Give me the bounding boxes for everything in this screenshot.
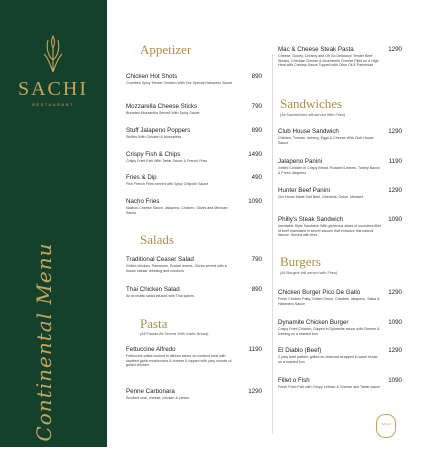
item-price: 890 [251,73,262,80]
item-name: Fettuccine Alfredo [126,346,176,353]
item-price: 790 [251,256,262,263]
item-description: Chicken, Tomato, Iceberg, Eggs & Cheese With Club House Sauce [278,136,374,145]
plant-logo-icon [38,34,68,74]
item-price: 1190 [388,158,402,165]
item-description: Fettuccine pasta cooked in alfredo sauce on medium heat with sautéed garlic mushrooms & cheese & topped with juicy chunks of grilled chicken [126,354,232,368]
item-description: Fresh Chicken Patty, Grilled Onion, Cheddar, Jalapeno, Salsa & Habanero Sauce [278,297,380,306]
section-title-salads: Salads [140,232,174,247]
item-description: Breaded Mozzarella Served With Spicy Sauce [126,111,200,115]
item-price: 1290 [248,388,262,395]
item-price: 1290 [388,347,402,354]
item-price: 1090 [388,377,402,384]
brand-tagline: RESTAURANT [32,102,74,107]
item-name: Stuff Jalapeno Poppers [126,127,191,134]
item-description: Crispy Fried Fish With Tartar Sauce & French Fries [126,159,208,163]
column-divider [272,54,273,434]
item-name: Crispy Fish & Chips [126,151,181,158]
brand-name: SACHI [17,78,88,100]
item-name: Mozzarella Cheese Sticks [126,103,198,110]
restaurant-logo [8,34,98,124]
item-description: Fish French Fries served with Spicy Chipotle Sauce [126,182,209,186]
item-price: 1090 [388,319,402,326]
item-name: Philly's Steak Sandwich [278,216,344,223]
item-name: Jalapeno Panini [278,158,323,165]
item-name: Fillet o Fish [278,377,310,384]
item-name: Chicken Hot Shots [126,73,178,80]
item-price: 1290 [388,46,402,53]
item-price: 890 [251,127,262,134]
item-price: 1290 [388,187,402,194]
item-price: 890 [251,286,262,293]
item-name: Hunter Beef Panini [278,187,330,194]
section-title-appetizer: Appetizer [140,42,192,57]
item-price: 1490 [248,151,262,158]
corner-logo-icon [376,414,396,438]
item-name: Nacho Fries [126,198,160,205]
item-price: 1090 [248,198,262,205]
item-description: Grilled Chicken in Crispy Bread, Roasted Leaves, Turkey Bacon & Fresh Jalapeno [278,166,380,175]
item-description: Immitable Style Sandwich With generous slices of succulent fillet of beef marinated in secret sauces that enhance this natural flavour. Served with fries [278,224,381,238]
item-name: Penne Carbonara [126,388,175,395]
item-description: 2 juicy beef patties, grilled on charcoal wrapped in warm bread on a toasted bun [278,355,378,364]
item-description: Grilled chicken, Parmesan, Rocket leaves, Olives served with a house caesar dressing and croutons [126,264,227,273]
item-description: Crispy Fried Chicken, Dipped in Dynamite sauce with Cheese & Iceberg on a toasted bun [278,327,380,336]
item-description: Our Home Made Salt Beef, Gherkins, Onion, Mustard [278,195,364,199]
section-title-sandwiches: Sandwiches [280,96,343,111]
section-title-burgers: Burgers [280,254,321,269]
item-name: Fries & Dip [126,174,157,181]
item-price: 490 [251,174,262,181]
item-price: 1190 [248,346,262,353]
item-price: 790 [251,103,262,110]
item-price: 1290 [388,128,402,135]
item-name: Dynamite Chicken Burger [278,319,349,326]
section-note: (All Burgers will served with Fries) [280,271,338,275]
item-name: Mac & Cheese Steak Pasta [278,46,354,53]
corner-logo-text: SACHI [381,422,391,426]
item-name: Chicken Burger Pico De Gallo [278,289,361,296]
item-name: Traditional Ceaser Salad [126,256,194,263]
item-name: Thai Chicken Salad [126,286,180,293]
menu-title: Continental Menu [32,242,56,442]
item-description: An aromatic salad infused with Thai spices. [126,294,195,298]
item-name: El Diablo (Beef) [278,347,322,354]
item-description: Stuffed With Chicken & Mozzarella [126,135,182,139]
item-description: Cheese, Gooey, Creamy and Oh So Delicious! Tender Beef Steaks, Cheddar Cheese & Mozzarella Cheese Piled on a High Heat with Creamy Sauce Topped with Olive Oil & Parmesan [278,54,379,68]
section-note: (All Sandwiches will served With Fries) [280,113,346,117]
item-price: 1290 [388,289,402,296]
item-description: Smoked veal, cheese, chicken & cream. [126,396,190,400]
item-description: Crumbed Spicy Tender Chicken With Our Special Habanero Sauce [126,81,233,85]
item-price: 1090 [388,216,402,223]
section-note: (All Pastas All Served With Garlic Bread) [140,332,209,336]
green-sidebar [0,0,107,447]
section-title-pasta: Pasta [140,316,168,331]
item-description: Nachos Cheese Sauce, Jalapeno, Chicken, Olives and Mexican Sauce [126,206,228,215]
item-name: Club House Sandwich [278,128,339,135]
item-description: Fresh Fried Fish with Crispy Lettuce & Cheese and Tartar sauce [278,385,380,389]
